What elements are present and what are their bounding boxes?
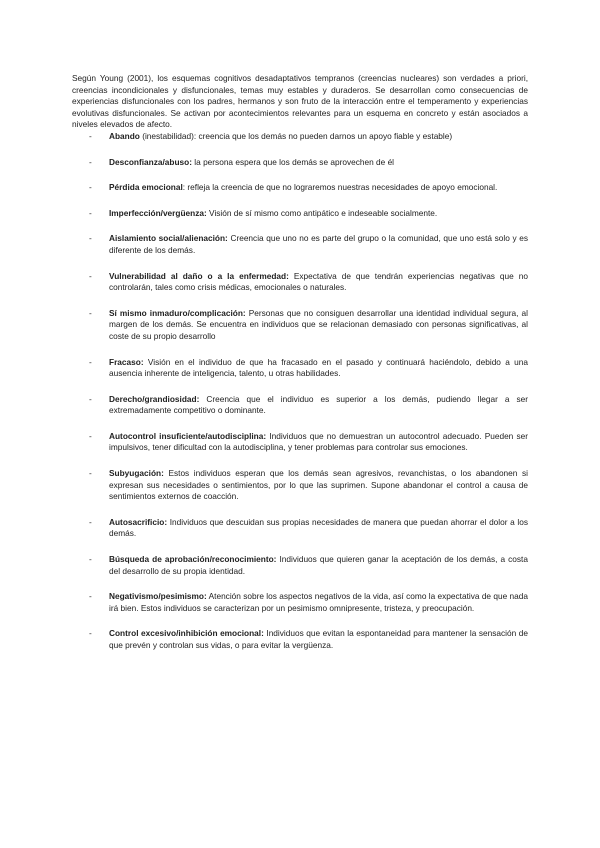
schema-term: Autosacrificio: xyxy=(109,516,168,527)
schema-description: Individuos que evitan la espontaneidad para mantener la sensación de que prevén y controlan sus vidas, o para evitar la vergüenza. xyxy=(109,628,528,650)
schema-term: Negativismo/pesimismo: xyxy=(109,591,207,602)
schema-list-item xyxy=(72,517,528,540)
schema-description: Creencia que el individuo es superior a los demás, pudiendo llegar a ser extremadamente competitivo o dominante. xyxy=(109,393,528,416)
schema-term: Fracaso: xyxy=(109,356,144,367)
intro-paragraph: Según Young (2001), los esquemas cognitivos desadaptativos tempranos (creencias nucleares) son verdades a priori, creencias incondicionales y disfuncionales, temas muy estables y duraderos. Se desarrollan como consecuencias de experiencias disfuncionales con los padres, hermanos y son fruto de la interacción entre el temperamento y experiencias evolutivas disfuncionales. Se activan por acontecimientos relevantes para un esquema en concreto y están asociados a niveles elevados de afecto. xyxy=(72,73,528,130)
schema-term: Pérdida emocional xyxy=(109,182,183,193)
schema-term: Derecho/grandiosidad: xyxy=(109,393,200,404)
bullet-dash: - xyxy=(89,233,92,244)
schema-list-item xyxy=(72,357,528,380)
bullet-dash: - xyxy=(89,554,92,565)
bullet-dash: - xyxy=(89,182,92,193)
document-page xyxy=(72,73,528,652)
bullet-dash: - xyxy=(89,393,92,404)
schema-term: Búsqueda de aprobación/reconocimiento: xyxy=(109,554,277,565)
schema-description: Visión en el individuo de que ha fracasado en el pasado y continuará haciéndolo, debido a una ausencia inherente de inteligencia, talento, u otras habilidades. xyxy=(109,356,528,379)
schema-list-item xyxy=(72,271,528,294)
schema-list-item xyxy=(72,554,528,577)
bullet-dash: - xyxy=(89,430,92,441)
schema-term: Autocontrol insuficiente/autodisciplina: xyxy=(109,430,267,441)
schema-list-item xyxy=(72,394,528,417)
schema-description: Estos individuos esperan que los demás sean agresivos, revanchistas, o los abandonen si expresan sus necesidades o sentimientos, por lo que las suprimen. Supone abandonar el control a causa de sentimientos externos de coacción. xyxy=(109,468,528,502)
bullet-dash: - xyxy=(89,468,92,479)
bullet-dash: - xyxy=(89,156,92,167)
schema-term: Imperfección/vergüenza: xyxy=(109,207,207,218)
schema-term: Aislamiento social/alienación: xyxy=(109,233,228,244)
bullet-dash: - xyxy=(89,356,92,367)
bullet-dash: - xyxy=(89,207,92,218)
schema-list-item xyxy=(72,628,528,651)
schema-description: Creencia que uno no es parte del grupo o la comunidad, que uno está solo y es diferente de los demás. xyxy=(109,233,528,255)
bullet-dash: - xyxy=(89,628,92,639)
schema-list-item xyxy=(72,591,528,614)
schema-term: Sí mismo inmaduro/complicación: xyxy=(109,307,246,318)
schema-description: : refleja la creencia de que no lograremos nuestras necesidades de apoyo emocional. xyxy=(182,182,498,193)
schema-description: Expectativa de que tendrán experiencias negativas que no controlarán, tales como crisis médicas, emocionales o naturales. xyxy=(109,270,528,293)
schema-list-item xyxy=(72,233,528,256)
bullet-dash: - xyxy=(89,270,92,281)
schema-description: Atención sobre los aspectos negativos de la vida, así como la expectativa de que nada irá bien. Estos individuos se caracterizan por un pesimismo omnipresente, tristeza, y preocupación. xyxy=(109,591,528,613)
schema-list-item xyxy=(72,182,528,194)
schema-term: Control excesivo/inhibición emocional: xyxy=(109,628,264,639)
bullet-dash: - xyxy=(89,307,92,318)
schema-description: Visión de sí mismo como antipático e indeseable socialmente. xyxy=(206,207,438,218)
schema-list-item xyxy=(72,308,528,343)
schema-list-item xyxy=(72,468,528,503)
schema-term: Abando xyxy=(109,130,140,141)
schema-term: Vulnerabilidad al daño o a la enfermedad: xyxy=(109,270,289,281)
schema-term: Desconfianza/abuso: xyxy=(109,156,192,167)
schema-description: Individuos que no demuestran un autocontrol adecuado. Pueden ser impulsivos, tener dificultad con la autodisciplina, y tener problemas para controlar sus emociones. xyxy=(109,430,528,453)
schema-description: Individuos que descuidan sus propias necesidades de manera que puedan ahorrar el dolor a los demás. xyxy=(109,516,528,539)
schema-term: Subyugación: xyxy=(109,468,164,479)
schema-list-item xyxy=(72,157,528,169)
bullet-dash: - xyxy=(89,130,92,141)
schema-description: Personas que no consiguen desarrollar una identidad individual segura, al margen de los demás. Se encuentra en individuos que se relacionan demasiado con personas significativas, al coste de su propio desarrollo xyxy=(109,307,528,341)
schema-list xyxy=(72,131,528,652)
schema-description: (inestabilidad): creencia que los demás no pueden darnos un apoyo fiable y estable) xyxy=(139,130,453,141)
schema-description: la persona espera que los demás se aprovechen de él xyxy=(192,156,395,167)
bullet-dash: - xyxy=(89,591,92,602)
bullet-dash: - xyxy=(89,516,92,527)
schema-list-item xyxy=(72,131,528,143)
schema-list-item xyxy=(72,431,528,454)
schema-list-item xyxy=(72,208,528,220)
schema-description: Individuos que quieren ganar la aceptación de los demás, a costa del desarrollo de su propia identidad. xyxy=(109,554,528,576)
